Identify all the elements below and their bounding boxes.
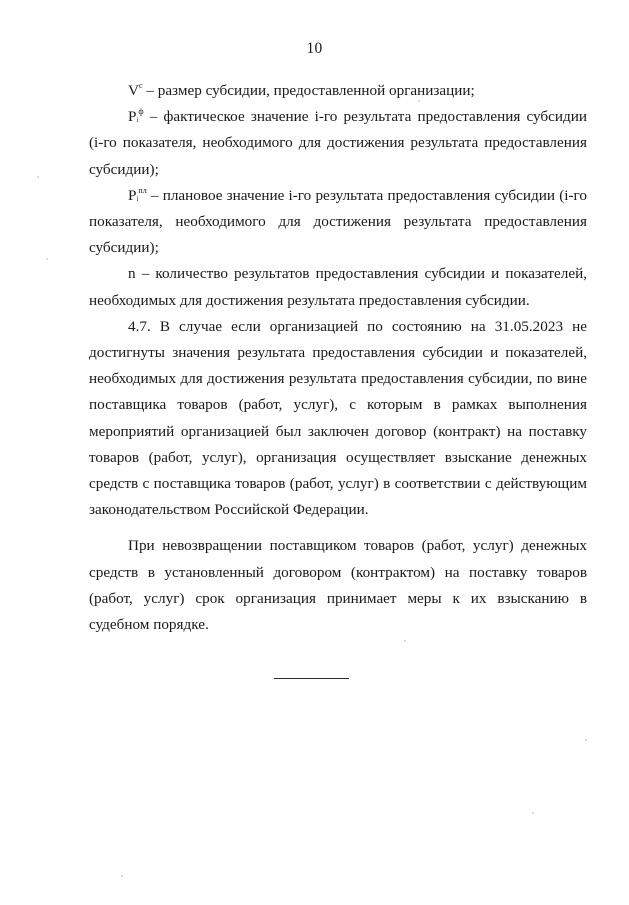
- definition-p-fact-text: – фактическое значение i-го результата предоставления субсидии (i-го показателя, необходимого для достижения результата предоставления субсидии);: [89, 108, 587, 178]
- symbol-p-plan: [128, 187, 147, 204]
- document-body: [89, 78, 587, 638]
- definition-p-plan-text: – плановое значение i-го результата предоставления субсидии (i-го показателя, необходимого для достижения результата предоставления субсидии);: [89, 186, 587, 257]
- scan-speck: [418, 100, 420, 102]
- symbol-p-plan-sup: пл: [138, 185, 147, 195]
- clause-4-7: 4.7. В случае если организацией по состоянию на 31.05.2023 не достигнуты значения результата предоставления субсидии и показателей, необходимых для достижения результата предоставления субсидии, по вине поставщика товаров (работ, услуг), с которым в рамках выполнения мероприятий организацией был заключен договор (контракт) на поставку товаров (работ, услуг), организация осуществляет взыскание денежных средств с поставщика товаров (работ, услуг) в соответствии с действующим законодательством Российской Федерации.: [89, 317, 587, 519]
- definition-v-text: – размер субсидии, предоставленной организации;: [142, 82, 475, 99]
- symbol-v-base: V: [128, 82, 139, 99]
- scan-speck: [532, 812, 534, 814]
- symbol-p-plan-sub: i: [136, 194, 139, 203]
- symbol-p-fact: [128, 108, 144, 125]
- symbol-p-fact-sup: ф: [138, 107, 144, 117]
- clause-non-return: При невозвращении поставщиком товаров (работ, услуг) денежных средств в установленный договором (контрактом) на поставку товаров (работ, услуг) срок организация принимает меры к их взысканию в судебном порядке.: [89, 537, 587, 634]
- definition-v: [89, 78, 587, 104]
- end-of-text-rule: [274, 678, 349, 679]
- paragraph-gap: [89, 523, 587, 533]
- symbol-v-sup: c: [138, 81, 143, 90]
- scan-speck: [37, 176, 39, 178]
- symbol-p-fact-sub: i: [136, 116, 139, 125]
- symbol-p-fact-base: P: [128, 108, 137, 126]
- scan-speck: [585, 739, 587, 741]
- symbol-n: n: [128, 265, 136, 283]
- page-number: 10: [306, 40, 323, 57]
- definition-p-plan: [89, 183, 587, 262]
- scan-speck: [121, 875, 123, 877]
- scan-speck: [46, 258, 48, 260]
- symbol-v: [128, 82, 143, 99]
- symbol-p-plan-base: P: [128, 186, 137, 204]
- definition-n: [89, 261, 587, 313]
- definition-p-fact: [89, 104, 587, 183]
- definition-n-text: – количество результатов предоставления субсидии и показателей, необходимых для достижения результата предоставления субсидии.: [89, 265, 587, 309]
- scan-speck: [404, 640, 406, 642]
